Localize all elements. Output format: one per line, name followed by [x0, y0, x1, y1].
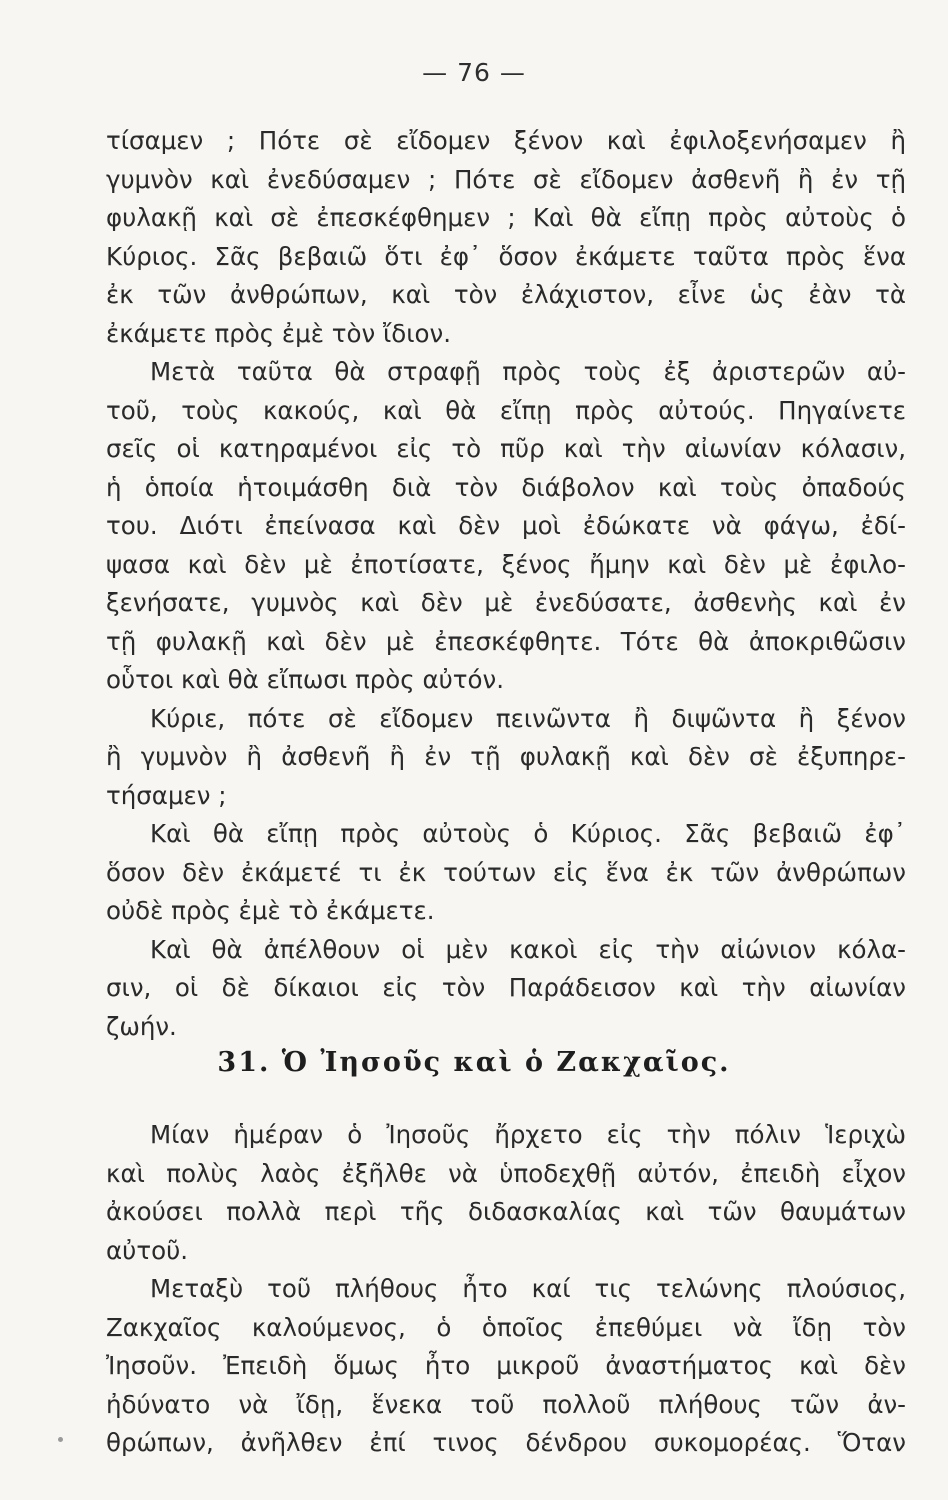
text-line: καὶ πολὺς λαὸς ἐξῆλθε νὰ ὑποδεχθῇ αὐτόν, ἐπειδὴ εἶχον — [106, 1158, 906, 1188]
text-line: ἢ γυμνὸν ἢ ἀσθενῆ ἢ ἐν τῇ φυλακῇ καὶ δὲν σὲ ἐξυπηρε- — [106, 742, 906, 771]
text-line: οὐδὲ πρὸς ἐμὲ τὸ ἐκάμετε. — [106, 896, 435, 925]
text-line: Καὶ θὰ ἀπέλθουν οἱ μὲν κακοὶ εἰς τὴν αἰώνιον κόλα- — [150, 934, 906, 964]
text-line: ξενήσατε, γυμνὸς καὶ δὲν μὲ ἐνεδύσατε, ἀσθενὴς καὶ ἐν — [106, 588, 906, 617]
text-line: Κύριε, πότε σὲ εἴδομεν πεινῶντα ἢ διψῶντα ἢ ξένον — [150, 703, 906, 733]
section-heading: 31. Ὁ Ἰησοῦς καὶ ὁ Ζακχαῖος. — [217, 1047, 731, 1078]
text-line: ζωήν. — [106, 1011, 177, 1041]
paper-speck — [58, 1437, 63, 1442]
page-number: — 76 — — [422, 58, 526, 87]
text-line: Μίαν ἡμέραν ὁ Ἰησοῦς ἤρχετο εἰς τὴν πόλιν Ἱεριχὼ — [150, 1120, 906, 1149]
text-line: του. Διότι ἐπείνασα καὶ δὲν μοὶ ἐδώκατε νὰ φάγω, ἐδί- — [106, 511, 906, 540]
passage-judgment — [106, 122, 906, 1046]
text-line: τήσαμεν ; — [106, 780, 227, 810]
text-line: ὅσον δὲν ἐκάμετέ τι ἐκ τούτων εἰς ἕνα ἐκ τῶν ἀνθρώπων — [106, 857, 906, 887]
text-line: ἠδύνατο νὰ ἴδῃ, ἕνεκα τοῦ πολλοῦ πλήθους τῶν ἀν- — [106, 1389, 906, 1419]
text-line: ἀκούσει πολλὰ περὶ τῆς διδασκαλίας καὶ τῶν θαυμάτων — [106, 1197, 906, 1226]
text-line: θρώπων, ἀνῆλθεν ἐπί τινος δένδρου συκομορέας. Ὅταν — [106, 1428, 906, 1457]
text-line: Ἰησοῦν. Ἐπειδὴ ὅμως ἦτο μικροῦ ἀναστήματος καὶ δὲν — [106, 1351, 906, 1380]
text-line: αὐτοῦ. — [106, 1235, 189, 1265]
text-line: Μεταξὺ τοῦ πλήθους ἦτο καί τις τελώνης πλούσιος, — [150, 1274, 906, 1303]
text-line: οὗτοι καὶ θὰ εἴπωσι πρὸς αὐτόν. — [106, 665, 504, 694]
text-line: τίσαμεν ; Πότε σὲ εἴδομεν ξένον καὶ ἐφιλοξενήσαμεν ἢ — [106, 126, 906, 155]
text-line: ψασα καὶ δὲν μὲ ἐποτίσατε, ξένος ἤμην καὶ δὲν μὲ ἐφιλο- — [106, 549, 906, 579]
text-line: Κύριος. Σᾶς βεβαιῶ ὅτι ἐφ᾽ ὅσον ἐκάμετε ταῦτα πρὸς ἕνα — [106, 241, 906, 271]
text-line: φυλακῇ καὶ σὲ ἐπεσκέφθημεν ; Καὶ θὰ εἴπῃ πρὸς αὐτοὺς ὁ — [106, 203, 906, 232]
text-line: τοῦ, τοὺς κακούς, καὶ θὰ εἴπῃ πρὸς αὐτούς. Πηγαίνετε — [106, 395, 906, 425]
text-line: σιν, οἱ δὲ δίκαιοι εἰς τὸν Παράδεισον καὶ τὴν αἰωνίαν — [106, 973, 906, 1002]
text-line: ἡ ὁποία ἡτοιμάσθη διὰ τὸν διάβολον καὶ τοὺς ὀπαδούς — [106, 472, 906, 502]
passage-zacchaeus — [106, 1116, 906, 1463]
text-line: σεῖς οἱ κατηραμένοι εἰς τὸ πῦρ καὶ τὴν αἰωνίαν κόλασιν, — [106, 434, 906, 463]
text-line: ἐκ τῶν ἀνθρώπων, καὶ τὸν ἐλάχιστον, εἶνε ὡς ἐὰν τὰ — [106, 280, 906, 309]
text-line: Καὶ θὰ εἴπῃ πρὸς αὐτοὺς ὁ Κύριος. Σᾶς βεβαιῶ ἐφ᾽ — [150, 819, 906, 848]
text-line: ἐκάμετε πρὸς ἐμὲ τὸν ἴδιον. — [106, 318, 452, 348]
text-line: Μετὰ ταῦτα θὰ στραφῇ πρὸς τοὺς ἐξ ἀριστερῶν αὐ- — [150, 357, 906, 386]
text-line: γυμνὸν καὶ ἐνεδύσαμεν ; Πότε σὲ εἴδομεν ἀσθενῆ ἢ ἐν τῇ — [106, 164, 906, 194]
text-line: Ζακχαῖος καλούμενος, ὁ ὁποῖος ἐπεθύμει νὰ ἴδῃ τὸν — [106, 1312, 906, 1342]
text-line: τῇ φυλακῇ καὶ δὲν μὲ ἐπεσκέφθητε. Τότε θὰ ἀποκριθῶσιν — [106, 626, 906, 656]
